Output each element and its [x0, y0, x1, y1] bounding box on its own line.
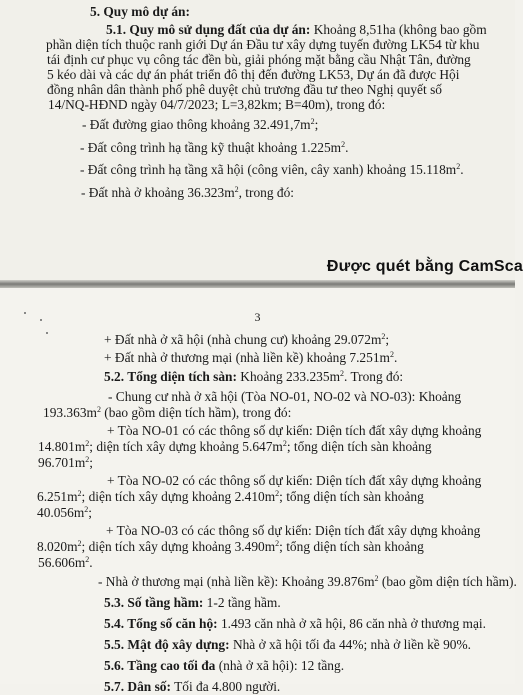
paragraph-line: $56.606m^2$.: [38, 555, 93, 570]
section-line: 5.3. Số tầng hầm: 1-2 tầng hầm.: [104, 595, 281, 610]
document-page-bottom: [0, 288, 517, 694]
section-line: 5.7. Dân số: Tối đa 4.800 người.: [104, 679, 281, 694]
scanner-watermark: Được quét bằng CamSca: [326, 258, 523, 275]
paragraph-line: $193.363m^2$ (bao gồm diện tích hầm), trong đó:: [43, 405, 292, 420]
bullet-item: - Đất nhà ở khoảng $36.323m^2$, trong đó:: [81, 185, 295, 200]
section-line: 5.4. Tổng số căn hộ: 1.493 căn nhà ở xã hội, 86 căn nhà ở thương mại.: [104, 616, 486, 631]
paragraph-line: - Nhà ở thương mại (nhà liền kề): Khoảng $39.876m^2$ (bao gồm diện tích hầm).: [98, 574, 517, 589]
document-page-top: [0, 0, 523, 282]
paragraph-line: + Tòa NO-02 có các thông số dự kiến: Diện tích đất xây dựng khoảng: [107, 473, 482, 488]
section-heading: 5. Quy mô dự án:: [90, 4, 190, 19]
paragraph-line: 14/NQ-HĐND ngày 04/7/2023; L=3,82km; B=40m), trong đó:: [48, 97, 386, 112]
list-item: + Đất nhà ở thương mại (nhà liền kề) khoảng $7.251m^2$.: [104, 350, 398, 365]
paragraph-line: $96.701m^2$;: [38, 455, 93, 470]
scan-speck: [46, 332, 48, 334]
paragraph-line: $40.056m^2$;: [37, 505, 92, 520]
paragraph-line: 5.1. Quy mô sử dụng đất của dự án: Khoảng 8,51ha (không bao gồm: [106, 22, 487, 37]
paragraph-line: $6.251m^2$; diện tích xây dựng khoảng $2.410m^2$; tổng diện tích sàn khoảng: [37, 489, 424, 504]
section-line: 5.5. Mật độ xây dựng: Nhà ở xã hội tối đa 44%; nhà ở liền kề 90%.: [104, 637, 471, 652]
paragraph-line: phần diện tích thuộc ranh giới Dự án Đầu tư xây dựng tuyến đường LK54 từ khu: [46, 37, 480, 52]
page-number: 3: [254, 310, 261, 324]
paragraph-line: $8.020m^2$; diện tích xây dựng khoảng $3.490m^2$; tổng diện tích sàn khoảng: [37, 539, 424, 554]
bullet-item: - Đất công trình hạ tầng kỹ thuật khoảng $1.225m^2$.: [80, 140, 349, 155]
paragraph-line: + Tòa NO-01 có các thông số dự kiến: Diện tích đất xây dựng khoảng: [107, 423, 482, 438]
list-item: + Đất nhà ở xã hội (nhà chung cư) khoảng $29.072m^2$;: [104, 332, 390, 347]
section-line: 5.2. Tổng diện tích sàn: Khoảng $233.235m^2$. Trong đó:: [104, 369, 404, 384]
paragraph-line: tái định cư phục vụ công tác đền bù, giải phóng mặt bằng cầu Nhật Tân, đường: [47, 52, 471, 67]
paragraph-line: đồng nhân dân thành phố phê duyệt chủ trương đầu tư theo Nghị quyết số: [47, 82, 442, 97]
bullet-item: - Đất đường giao thông khoảng $32.491,7m^2$;: [82, 117, 319, 132]
paragraph-line: 5 kéo dài và các dự án phát triển đô thị đến đường LK53, Dự án đã được Hội: [47, 67, 460, 82]
paragraph-line: $14.801m^2$; diện tích xây dựng khoảng $5.647m^2$; tổng diện tích sàn khoảng: [38, 439, 432, 454]
section-line: 5.6. Tầng cao tối đa (nhà ở xã hội): 12 tầng.: [104, 658, 345, 673]
paragraph-line: + Tòa NO-03 có các thông số dự kiến: Diện tích đất xây dựng khoảng: [106, 523, 481, 538]
paragraph-line: - Chung cư nhà ở xã hội (Tòa NO-01, NO-02 và NO-03): Khoảng: [108, 389, 462, 404]
bullet-item: - Đất công trình hạ tầng xã hội (công viên, cây xanh) khoảng $15.118m^2$.: [80, 162, 464, 177]
